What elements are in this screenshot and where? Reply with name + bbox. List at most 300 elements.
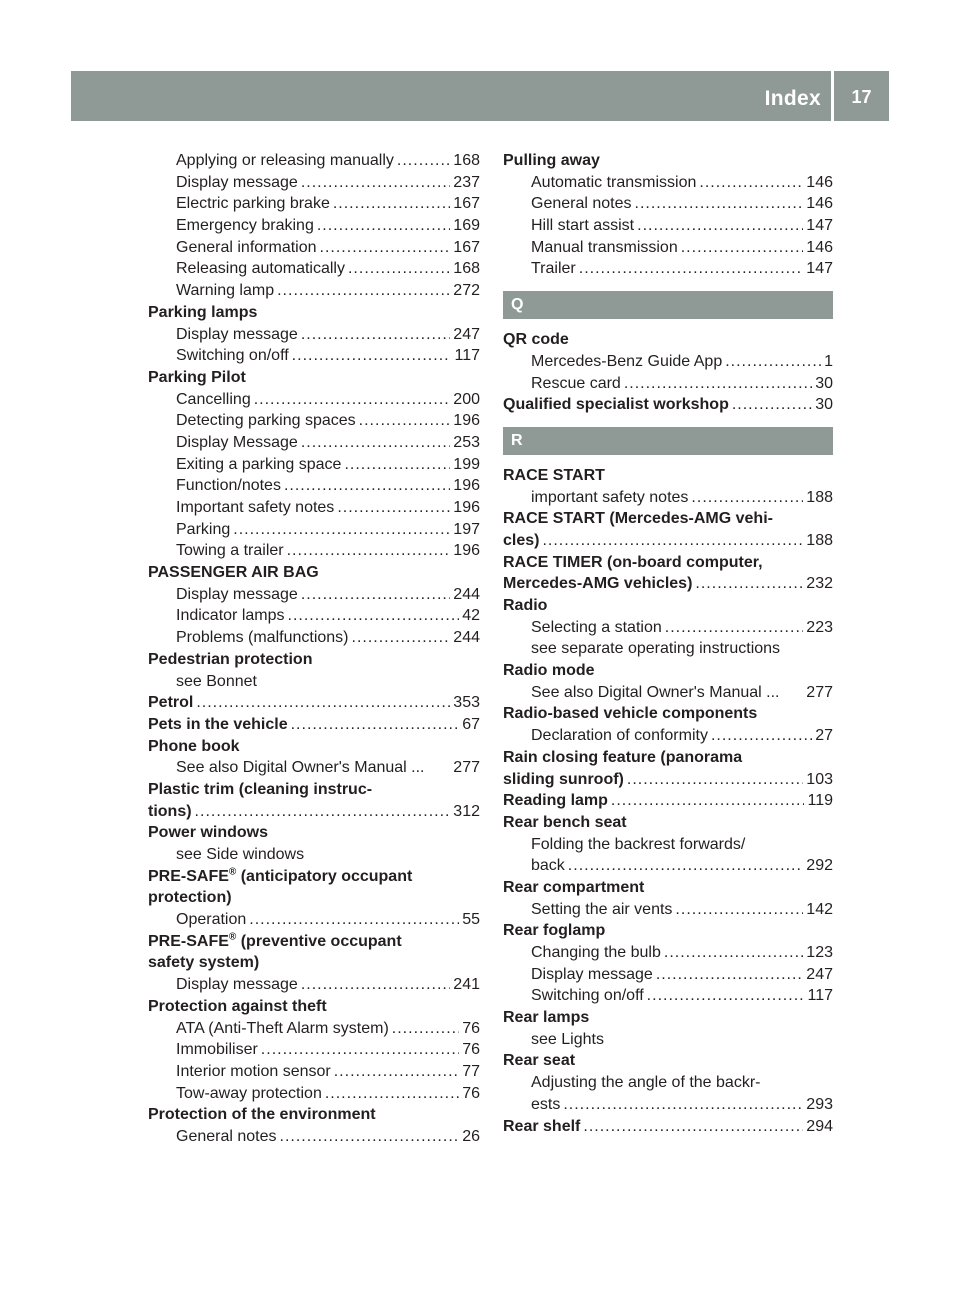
entry-text: [503, 573, 692, 595]
index-subentry[interactable]: [503, 487, 833, 509]
entry-label: Changing the bulb: [531, 944, 661, 961]
index-entry: [148, 866, 480, 888]
index-subentry[interactable]: [148, 324, 480, 346]
entry-text: [503, 530, 539, 552]
entry-label: RACE TIMER (on-board computer,: [503, 553, 763, 571]
index-entry[interactable]: [503, 530, 833, 552]
dot-leader: [344, 454, 450, 476]
index-subentry[interactable]: [148, 237, 480, 259]
page-reference[interactable]: 223: [806, 618, 833, 636]
entry-text: [176, 519, 230, 541]
entry-label: Indicator lamps: [176, 607, 285, 625]
page-reference[interactable]: 117: [454, 347, 480, 365]
entry-text: [503, 769, 624, 791]
page-reference[interactable]: 123: [806, 944, 833, 961]
dot-leader: [317, 215, 450, 237]
index-entry: [148, 931, 480, 953]
page-reference[interactable]: 196: [453, 477, 480, 495]
dot-leader: [301, 584, 450, 606]
dot-leader: [291, 714, 460, 736]
page-reference[interactable]: 272: [453, 282, 480, 300]
entry-label: Operation: [176, 911, 247, 929]
index-subentry[interactable]: [503, 617, 833, 639]
index-entry[interactable]: [503, 769, 833, 791]
entry-label: PRE-SAFE: [148, 867, 229, 885]
index-subentry[interactable]: [148, 584, 480, 606]
index-entry: [148, 302, 480, 324]
index-subentry[interactable]: [148, 497, 480, 519]
page-reference[interactable]: 1: [824, 352, 833, 370]
entry-label: Pets in the vehicle: [148, 715, 288, 733]
dot-leader: [397, 150, 450, 172]
dot-leader: [233, 519, 450, 541]
page-reference[interactable]: 146: [806, 238, 833, 256]
index-entry: [148, 779, 480, 801]
dot-leader: [681, 237, 804, 259]
entry-text: [176, 258, 345, 280]
index-entry[interactable]: [503, 790, 833, 812]
letter-heading: R: [503, 427, 833, 455]
entry-text: [176, 193, 330, 215]
page-reference[interactable]: 237: [453, 173, 480, 191]
index-entry: [503, 1007, 833, 1029]
page-reference[interactable]: 247: [806, 965, 833, 983]
page-reference[interactable]: 196: [453, 499, 480, 516]
entry-label: Petrol: [148, 694, 194, 712]
entry-text: [503, 150, 600, 172]
dot-leader: [725, 351, 821, 373]
entry-text: [176, 454, 341, 476]
page-reference[interactable]: 167: [453, 238, 480, 256]
index-subentry[interactable]: [503, 351, 833, 373]
entry-text: [176, 389, 251, 411]
index-entry: [503, 150, 833, 172]
entry-text: [176, 605, 285, 627]
page-reference[interactable]: 26: [462, 1127, 480, 1145]
dot-leader: [624, 373, 812, 395]
page-reference[interactable]: 76: [462, 1019, 480, 1037]
entry-text: [148, 779, 372, 801]
index-entry: [503, 812, 833, 834]
entry-label: Mercedes-Benz Guide App: [531, 352, 723, 370]
entry-label: see Bonnet: [176, 672, 257, 690]
index-subentry[interactable]: [148, 1039, 480, 1061]
dot-leader: [196, 692, 450, 714]
entry-label: Power windows: [148, 824, 269, 842]
page-reference[interactable]: 146: [806, 195, 833, 213]
page-reference[interactable]: 200: [453, 390, 480, 408]
index-subentry[interactable]: [503, 172, 833, 194]
page-reference[interactable]: 244: [453, 629, 480, 647]
dot-leader: [637, 215, 803, 237]
index-subentry[interactable]: [148, 475, 480, 497]
dot-leader: [348, 258, 450, 280]
index-subentry[interactable]: [148, 193, 480, 215]
page-reference[interactable]: 188: [806, 531, 833, 549]
entry-text: [176, 844, 304, 866]
page-reference[interactable]: 147: [806, 217, 833, 235]
entry-label-continued: (anticipatory occupant: [236, 867, 413, 885]
index-subentry[interactable]: [503, 985, 833, 1007]
page-reference[interactable]: 196: [453, 412, 480, 430]
dot-leader: [579, 258, 804, 280]
page-reference[interactable]: 146: [806, 173, 833, 191]
header-bar: [71, 71, 889, 121]
entry-label: RACE START (Mercedes-AMG vehi-: [503, 510, 773, 528]
dot-leader: [288, 605, 460, 627]
page-reference[interactable]: 312: [453, 802, 480, 820]
entry-text: [531, 1072, 760, 1094]
entry-text: [531, 725, 708, 747]
entry-text: [503, 552, 763, 574]
index-entry: [503, 595, 833, 617]
entry-text: [176, 1018, 389, 1040]
entry-label: Emergency braking: [176, 217, 314, 235]
page-reference[interactable]: 27: [815, 727, 833, 745]
page-reference[interactable]: 103: [806, 770, 833, 788]
index-subentry[interactable]: [148, 627, 480, 649]
index-entry: [148, 887, 480, 909]
entry-text: [531, 942, 661, 964]
entry-text: [531, 964, 653, 986]
index-subentry[interactable]: [148, 389, 480, 411]
index-subentry[interactable]: [148, 1083, 480, 1105]
page-reference[interactable]: 119: [807, 792, 833, 810]
entry-label: Parking lamps: [148, 303, 258, 321]
entry-label: Folding the backrest forwards/: [531, 835, 746, 853]
index-entry: [148, 996, 480, 1018]
entry-label: Phone book: [148, 737, 240, 755]
index-entry: [503, 920, 833, 942]
entry-label: Display message: [531, 965, 653, 983]
index-subentry[interactable]: [503, 682, 833, 704]
page-reference[interactable]: 244: [453, 585, 480, 603]
entry-label: Protection of the environment: [148, 1106, 376, 1124]
index-subentry[interactable]: [503, 193, 833, 215]
entry-text: [176, 1083, 322, 1105]
entry-label: ests: [531, 1095, 561, 1113]
entry-label: sliding sunroof): [503, 770, 624, 788]
entry-text: [503, 877, 644, 899]
registered-mark: ®: [228, 866, 237, 878]
page-reference[interactable]: 188: [806, 488, 833, 506]
entry-text: [148, 822, 268, 844]
entry-label: Plastic trim (cleaning instruc-: [148, 780, 373, 798]
page-reference[interactable]: 77: [462, 1062, 480, 1080]
index-subentry[interactable]: [148, 454, 480, 476]
index-subentry[interactable]: [503, 1094, 833, 1116]
page-reference[interactable]: 168: [453, 152, 480, 169]
page-reference[interactable]: 67: [462, 715, 480, 733]
entry-label: Warning lamp: [176, 282, 275, 300]
entry-text: [531, 617, 662, 639]
page-reference[interactable]: 232: [806, 575, 833, 593]
entry-label: Rear foglamp: [503, 922, 606, 940]
entry-label: PRE-SAFE: [148, 932, 229, 950]
entry-text: [503, 920, 605, 942]
entry-label: Qualified specialist workshop: [503, 396, 729, 414]
dot-leader: [277, 280, 450, 302]
entry-label: Immobiliser: [176, 1041, 258, 1059]
entry-label: safety system): [148, 954, 260, 972]
page-reference[interactable]: 294: [806, 1117, 833, 1135]
entry-label: important safety notes: [531, 488, 689, 506]
index-entry: [503, 660, 833, 682]
dot-leader: [675, 899, 803, 921]
index-entry: [148, 736, 480, 758]
entry-text: [503, 747, 742, 769]
entry-label: see Lights: [531, 1030, 604, 1048]
entry-text: [176, 671, 257, 693]
entry-label: Function/notes: [176, 477, 281, 495]
page-reference[interactable]: 247: [453, 325, 480, 343]
entry-label: Declaration of conformity: [531, 727, 708, 745]
index-subentry[interactable]: [503, 899, 833, 921]
dot-leader: [664, 942, 803, 964]
index-entry[interactable]: [503, 394, 833, 416]
entry-text: [503, 703, 757, 725]
entry-text: [176, 1039, 258, 1061]
entry-text: [176, 280, 274, 302]
entry-label: Electric parking brake: [176, 195, 330, 213]
page-number: 17: [851, 87, 872, 107]
index-subentry[interactable]: [503, 725, 833, 747]
index-subentry[interactable]: [148, 1018, 480, 1040]
entry-text: [176, 627, 349, 649]
entry-label: Setting the air vents: [531, 900, 673, 918]
index-entry[interactable]: [148, 714, 480, 736]
dot-leader: [392, 1018, 459, 1040]
entry-label: Radio: [503, 597, 548, 614]
dot-leader: [611, 790, 805, 812]
index-entry: [503, 465, 833, 487]
entry-text: [148, 866, 412, 888]
entry-label: Hill start assist: [531, 217, 635, 235]
page-reference[interactable]: 277: [453, 759, 480, 777]
index-subentry[interactable]: [148, 1126, 480, 1148]
page-reference[interactable]: 293: [806, 1095, 833, 1113]
index-subentry[interactable]: [148, 215, 480, 237]
entry-label: Exiting a parking space: [176, 455, 342, 473]
entry-text: [531, 172, 696, 194]
dot-leader: [320, 237, 451, 259]
index-subentry[interactable]: [503, 215, 833, 237]
index-subentry[interactable]: [148, 909, 480, 931]
index-subentry[interactable]: [148, 432, 480, 454]
entry-text: [531, 834, 745, 856]
page-reference[interactable]: 197: [453, 520, 480, 538]
page-reference[interactable]: 142: [806, 900, 833, 918]
entry-label: Releasing automatically: [176, 260, 345, 278]
entry-text: [176, 909, 246, 931]
entry-text: [531, 193, 632, 215]
entry-label: RACE START: [503, 466, 605, 484]
index-subentry[interactable]: [148, 280, 480, 302]
entry-label: Display message: [176, 173, 298, 191]
index-subentry[interactable]: [148, 974, 480, 996]
entry-text: [531, 1029, 604, 1051]
entry-text: [503, 329, 569, 351]
section-title: Index: [764, 87, 821, 110]
page-reference[interactable]: 241: [453, 976, 480, 994]
entry-text: [148, 887, 232, 909]
entry-label: Adjusting the angle of the backr-: [531, 1074, 761, 1092]
index-subentry[interactable]: [148, 345, 480, 367]
entry-label: QR code: [503, 331, 569, 349]
entry-label: Display message: [176, 585, 298, 603]
entry-label: Cancelling: [176, 390, 251, 408]
entry-label-continued: (preventive occupant: [236, 932, 402, 950]
index-entry[interactable]: [148, 692, 480, 714]
index-column-right: [503, 150, 833, 1137]
entry-label: Rear bench seat: [503, 813, 627, 831]
dot-leader: [665, 617, 804, 639]
dot-leader: [334, 1061, 459, 1083]
entry-text: [176, 1061, 331, 1083]
entry-text: [531, 373, 621, 395]
index-subentry[interactable]: [148, 605, 480, 627]
page-reference[interactable]: 167: [453, 195, 480, 213]
entry-text: [503, 508, 773, 530]
letter-heading: Q: [503, 291, 833, 319]
entry-label: cles): [503, 531, 540, 549]
entry-label: General information: [176, 238, 317, 256]
index-entry[interactable]: [503, 573, 833, 595]
entry-text: [503, 1050, 575, 1072]
entry-label: Rear compartment: [503, 878, 645, 896]
index-subentry[interactable]: [148, 150, 480, 172]
entry-text: [531, 855, 565, 877]
entry-label: Display message: [176, 325, 298, 343]
dot-leader: [301, 324, 450, 346]
dot-leader: [284, 475, 450, 497]
page-reference[interactable]: 353: [453, 694, 480, 712]
entry-label: Pulling away: [503, 152, 600, 169]
index-subentry[interactable]: [503, 942, 833, 964]
entry-text: [148, 996, 327, 1018]
entry-text: [148, 714, 288, 736]
entry-text: [176, 345, 289, 367]
page-reference[interactable]: 253: [453, 433, 480, 451]
entry-label: PASSENGER AIR BAG: [148, 564, 319, 582]
entry-label: See also Digital Owner's Manual ...: [531, 683, 780, 701]
page-reference[interactable]: 42: [462, 607, 480, 625]
entry-text: [148, 736, 240, 758]
entry-label: Radio mode: [503, 662, 595, 680]
entry-label: Selecting a station: [531, 618, 662, 636]
entry-text: [176, 324, 298, 346]
page-reference[interactable]: 30: [815, 374, 833, 392]
dot-leader: [647, 985, 805, 1007]
index-subentry[interactable]: [503, 964, 833, 986]
page-reference[interactable]: 117: [807, 987, 833, 1005]
index-subentry[interactable]: [148, 1061, 480, 1083]
entry-label: Mercedes-AMG vehicles): [503, 575, 693, 593]
entry-text: [176, 237, 317, 259]
dot-leader: [695, 573, 803, 595]
page-reference[interactable]: 277: [806, 683, 833, 701]
entry-label: Pedestrian protection: [148, 650, 313, 668]
index-subentry: [148, 844, 480, 866]
dot-leader: [301, 432, 450, 454]
index-subentry[interactable]: [148, 540, 480, 562]
index-entry[interactable]: [503, 1116, 833, 1138]
index-subentry[interactable]: [503, 237, 833, 259]
entry-label: Rear shelf: [503, 1117, 581, 1135]
entry-text: [176, 497, 334, 519]
page-reference[interactable]: 169: [453, 217, 480, 235]
page-reference[interactable]: 147: [806, 260, 833, 278]
page-reference[interactable]: 292: [806, 857, 833, 875]
index-subentry[interactable]: [503, 258, 833, 280]
entry-label: Parking Pilot: [148, 368, 246, 386]
index-subentry[interactable]: [148, 519, 480, 541]
entry-label: Protection against theft: [148, 997, 327, 1015]
index-subentry[interactable]: [148, 757, 480, 779]
page-reference[interactable]: 168: [453, 260, 480, 278]
index-entry: [503, 1050, 833, 1072]
page-reference[interactable]: 30: [815, 396, 833, 414]
index-subentry[interactable]: [503, 373, 833, 395]
entry-text: [531, 258, 576, 280]
entry-label: see separate operating instructions: [531, 640, 781, 658]
dot-leader: [249, 909, 459, 931]
entry-text: [148, 931, 402, 953]
entry-text: [148, 692, 193, 714]
dot-leader: [195, 801, 451, 823]
entry-text: [176, 584, 298, 606]
index-subentry: [148, 671, 480, 693]
index-subentry[interactable]: [148, 172, 480, 194]
entry-label: Important safety notes: [176, 499, 335, 516]
entry-label: Rear seat: [503, 1052, 576, 1070]
dot-leader: [352, 627, 451, 649]
entry-text: [531, 351, 722, 373]
index-entry: [148, 1104, 480, 1126]
index-entry: [503, 703, 833, 725]
entry-text: [148, 649, 312, 671]
page-reference[interactable]: 76: [462, 1041, 480, 1059]
index-entry[interactable]: [148, 801, 480, 823]
index-subentry: [503, 834, 833, 856]
index-subentry[interactable]: [503, 855, 833, 877]
entry-text: [503, 790, 608, 812]
index-entry: [503, 329, 833, 351]
page-reference[interactable]: 55: [462, 911, 480, 929]
index-subentry: [503, 1072, 833, 1094]
entry-text: [176, 974, 298, 996]
index-subentry[interactable]: [148, 258, 480, 280]
page-reference[interactable]: 199: [453, 455, 480, 473]
entry-label: Rear lamps: [503, 1009, 590, 1027]
entry-label: protection): [148, 889, 232, 907]
page-reference[interactable]: 76: [462, 1084, 480, 1102]
entry-text: [531, 487, 688, 509]
dot-leader: [261, 1039, 459, 1061]
dot-leader: [287, 540, 451, 562]
entry-label: Towing a trailer: [176, 542, 284, 560]
entry-text: [503, 595, 547, 617]
index-subentry[interactable]: [148, 410, 480, 432]
entry-label: Switching on/off: [531, 987, 644, 1005]
entry-text: [531, 899, 672, 921]
entry-label: Interior motion sensor: [176, 1062, 331, 1080]
index-subentry: [503, 638, 833, 660]
entry-text: [531, 985, 644, 1007]
page-reference[interactable]: 196: [453, 542, 480, 560]
dot-leader: [325, 1083, 459, 1105]
dot-leader: [280, 1126, 460, 1148]
